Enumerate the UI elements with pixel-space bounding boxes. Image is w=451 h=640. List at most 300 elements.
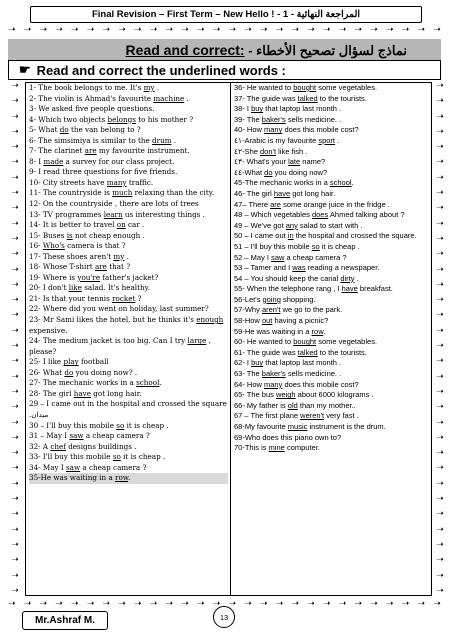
exercise-item (29, 273, 228, 284)
underlined-word: drum (152, 135, 172, 145)
exercise-item (29, 463, 228, 474)
underlined-word: like (68, 283, 82, 293)
exercise-item (234, 401, 429, 412)
underlined-word: made (43, 156, 64, 166)
underlined-word: saw (271, 252, 285, 262)
item-text: 24- The medium jacket is too big. Can I try (29, 336, 188, 346)
arrow-icon: ➝ (417, 24, 426, 35)
arrow-icon: ➝ (149, 24, 158, 35)
item-text-end: . (184, 93, 189, 103)
arrow-icon: ➝ (436, 142, 444, 153)
item-text: 58-How (234, 316, 262, 326)
underlined-word: much (112, 188, 133, 198)
item-text-end: a cheap camera ? (80, 462, 147, 472)
underlined-word: many (264, 125, 283, 135)
item-text-end: having a picnic? (272, 316, 329, 326)
item-text: 49 – We've got (234, 220, 286, 230)
item-text-end: a cheap camera ? (284, 252, 347, 262)
exercise-item (29, 473, 228, 484)
exercise-item (234, 358, 429, 369)
page-header (30, 6, 422, 23)
item-text-end: we go to the park. (280, 305, 343, 315)
exercise-item (234, 295, 429, 306)
arrow-icon: ➝ (338, 598, 347, 609)
arrow-icon: ➝ (23, 598, 32, 609)
arrow-icon: ➝ (436, 386, 444, 397)
item-text: 30 – I'll buy this mobile (29, 420, 117, 430)
exercise-item (234, 83, 429, 94)
item-text-end: does this mobile cost? (282, 125, 359, 135)
item-text: 56-Let's (234, 294, 263, 304)
arrow-icon: ➝ (436, 432, 444, 443)
exercise-item (234, 157, 429, 168)
arrow-icon: ➝ (11, 81, 19, 91)
arrow-icon: ➝ (165, 598, 174, 609)
exercise-item (234, 422, 429, 433)
item-text-end: . (351, 178, 354, 188)
item-text: 64- How (234, 379, 265, 389)
item-text: ٤٢-She (234, 146, 260, 156)
arrow-icon: ➝ (436, 188, 444, 199)
arrow-icon: ➝ (291, 24, 300, 35)
underlined-word: machine (153, 93, 185, 103)
item-text: 57-Why (234, 305, 262, 315)
exercise-item (234, 136, 429, 147)
item-text: ٤١-Arabic is my favourite (234, 135, 319, 145)
exercise-item (234, 125, 429, 136)
underlined-word: do (64, 367, 74, 377)
arrow-icon: ➝ (323, 598, 331, 609)
arrow-icon: ➝ (11, 494, 19, 505)
exercise-item (234, 305, 429, 316)
arrow-icon: ➝ (436, 96, 444, 107)
underlined-word: are (84, 146, 97, 156)
arrow-icon: ➝ (11, 555, 19, 566)
underlined-word: many (106, 177, 127, 187)
item-text-end: shopping. (280, 294, 316, 304)
item-text-end: expensive. (29, 325, 68, 335)
exercise-item (234, 210, 429, 221)
item-text: 18- Whose T-shirt (29, 262, 95, 272)
author-name-box (22, 611, 108, 630)
arrow-icon: ➝ (401, 598, 410, 609)
arrow-icon: ➝ (11, 417, 19, 428)
arrow-icon: ➝ (11, 448, 19, 459)
exercise-item (234, 178, 429, 189)
item-text: 37- The guide was (234, 93, 298, 103)
underlined-word: out (261, 316, 273, 326)
arrow-icon: ➝ (11, 218, 19, 229)
arrow-icon: ➝ (11, 188, 19, 199)
exercise-item (29, 262, 228, 273)
arrow-icon: ➝ (417, 598, 426, 609)
arrow-icon: ➝ (436, 279, 444, 290)
page-number-badge (213, 606, 235, 628)
arrow-icon: ➝ (323, 24, 331, 35)
arrow-icon: ➝ (436, 448, 444, 459)
arrow-icon: ➝ (436, 524, 444, 535)
underlined-word: don't (260, 146, 277, 156)
arrow-icon: ➝ (181, 24, 189, 35)
item-text: 23- Mr Sami likes the hotel, but he thinks it's (29, 315, 197, 325)
item-text-end: it is cheap . (120, 452, 166, 462)
item-text: 40- How (234, 125, 265, 135)
exercise-item (234, 390, 429, 401)
item-text-end: my favourite instrument. (96, 146, 190, 156)
item-text: 35-He was waiting in a (29, 473, 116, 483)
underlined-word: Who's (42, 241, 65, 251)
arrow-icon: ➝ (436, 310, 444, 321)
underlined-word: baker's (261, 114, 286, 124)
item-text: 9- I read three questions for five friends. (29, 167, 178, 177)
arrow-icon: ➝ (102, 24, 111, 35)
exercise-item (234, 284, 429, 295)
arrow-icon: ➝ (307, 598, 315, 609)
item-text-end: father's jacket? (100, 272, 159, 282)
arrow-icon: ➝ (436, 402, 444, 413)
exercise-item (29, 315, 228, 336)
item-text-end: relaxing than the city. (132, 188, 215, 198)
item-text: 61- The guide was (234, 347, 298, 357)
item-text-end: reading a newspaper. (305, 263, 380, 273)
item-text-end: , please? (29, 336, 211, 356)
underlined-word: large (187, 336, 207, 346)
arrow-icon: ➝ (11, 157, 19, 168)
item-text: 31 – May I (29, 431, 70, 441)
arrow-icon: ➝ (11, 310, 19, 321)
arrow-icon: ➝ (436, 295, 444, 306)
page-number: 13 (219, 612, 229, 622)
item-text-end: breakfast. (357, 284, 393, 294)
header-text: Final Revision – First Term – New Hello ! - 1 - المراجعة النهائية (91, 9, 361, 20)
item-text-end: name? (300, 157, 326, 167)
underlined-word: baker's (261, 369, 286, 379)
arrow-icon: ➝ (260, 598, 268, 609)
exercise-item (234, 94, 429, 105)
arrow-icon: ➝ (436, 157, 444, 168)
arrow-icon: ➝ (39, 24, 48, 35)
underlined-word: my (143, 83, 155, 92)
exercise-item (234, 411, 429, 422)
exercise-item (29, 188, 228, 199)
item-text: 62- I (234, 358, 252, 368)
item-text-end: some vegetables. (316, 83, 378, 92)
item-text: 8- I (29, 156, 44, 166)
underlined-word: you're (77, 272, 101, 282)
item-text-end: traffic. (126, 177, 154, 187)
item-text-end: got long hair. (290, 188, 336, 198)
item-text-end: sells medicine. . (285, 369, 342, 379)
item-text: 13- TV programmes (29, 209, 104, 219)
arrow-icon: ➝ (11, 142, 19, 153)
banner-title-en: Read and correct: (125, 41, 245, 58)
arrow-icon: ➝ (212, 598, 221, 609)
arrow-icon: ➝ (354, 24, 363, 35)
arrow-icon: ➝ (11, 264, 19, 275)
exercise-item (234, 221, 429, 232)
arrow-icon: ➝ (436, 539, 444, 550)
arrow-icon: ➝ (436, 172, 444, 183)
arrow-icon: ➝ (11, 463, 19, 474)
exercise-item (29, 231, 228, 242)
item-text-end: some orange juice in the fridge . (280, 199, 390, 209)
item-text: 17- These shoes aren't (29, 251, 114, 261)
arrow-icon: ➝ (11, 295, 19, 306)
item-text: 11- The countryside is (29, 188, 113, 198)
arrow-icon: ➝ (291, 598, 300, 609)
arrow-icon: ➝ (11, 233, 19, 244)
underlined-word: going (262, 294, 281, 304)
item-text-end: salad. It's healthy. (81, 283, 150, 293)
top-arrow-border (8, 25, 441, 35)
arrow-icon: ➝ (11, 509, 19, 520)
item-text: 36- He wanted to (234, 83, 294, 92)
underlined-word: talked (297, 93, 318, 103)
arrow-icon: ➝ (23, 24, 32, 35)
item-text: 66- My father is (234, 400, 288, 410)
arrow-icon: ➝ (118, 598, 126, 609)
arrow-icon: ➝ (386, 598, 394, 609)
arrow-icon: ➝ (436, 264, 444, 275)
right-column (231, 83, 431, 595)
underlined-word: late (288, 157, 301, 167)
arrow-icon: ➝ (11, 539, 19, 550)
arrow-icon: ➝ (197, 24, 205, 35)
underlined-word: row (311, 326, 324, 336)
arrow-icon: ➝ (71, 598, 79, 609)
item-text: 39- The (234, 114, 262, 124)
arrow-icon: ➝ (212, 24, 221, 35)
item-text-end: . (323, 326, 326, 336)
exercise-item (29, 199, 228, 210)
pointing-hand-icon: ☛ (19, 62, 31, 77)
arrow-icon: ➝ (11, 126, 19, 137)
arrow-icon: ➝ (260, 24, 268, 35)
exercise-item (29, 357, 228, 368)
arrow-icon: ➝ (436, 233, 444, 244)
arrow-icon: ➝ (181, 598, 189, 609)
arrow-icon: ➝ (118, 24, 126, 35)
arrow-icon: ➝ (228, 24, 237, 35)
underlined-word: school (136, 378, 160, 388)
underlined-word: is (66, 230, 73, 240)
item-text: 6- The simsimiya is similar to the (29, 135, 153, 145)
exercise-item (29, 178, 228, 189)
item-text-end: like fish . (276, 146, 308, 156)
arrow-icon: ➝ (436, 494, 444, 505)
item-text: 63- The (234, 369, 262, 379)
item-text-end: you doing now? (272, 167, 328, 177)
arrow-icon: ➝ (338, 24, 347, 35)
item-text-end: you doing now? . (73, 367, 138, 377)
underlined-word: so (112, 452, 121, 462)
exercise-item (234, 147, 429, 158)
arrow-icon: ➝ (370, 598, 378, 609)
item-text: 67 – The first plane (234, 411, 301, 421)
arrow-icon: ➝ (11, 341, 19, 352)
item-text-end: a survey for our class project. (63, 156, 175, 166)
underlined-word: have (73, 388, 91, 398)
item-text: 29 – I came out in the hospital and crossed the square . (29, 399, 227, 419)
exercise-item (29, 431, 228, 442)
arrow-icon: ➝ (436, 356, 444, 367)
exercise-item (234, 443, 429, 454)
arrow-icon: ➝ (307, 24, 315, 35)
item-text-end: . (159, 378, 162, 388)
underlined-word: buy (251, 358, 264, 368)
arrow-icon: ➝ (11, 478, 19, 489)
item-text: 1- The book belongs to me. It's (29, 83, 144, 92)
item-text: 19- Where is (29, 272, 78, 282)
banner-title (126, 42, 407, 59)
arrow-icon: ➝ (436, 249, 444, 260)
item-text: 16- (29, 241, 43, 251)
underlined-word: many (264, 379, 283, 389)
underlined-word: buy (251, 104, 264, 114)
instructions-text: Read and correct the underlined words : (36, 62, 286, 78)
exercise-item (29, 94, 228, 105)
item-text: 51 – I'll buy this mobile (234, 241, 312, 251)
author-name: Mr.Ashraf M. (34, 615, 95, 626)
item-text: 55- When the telephone rang , I (234, 284, 342, 294)
banner-title-ar: - نماذج لسؤال تصحيح الأخطاء (244, 42, 407, 58)
arrow-icon: ➝ (354, 598, 363, 609)
underlined-word: are (270, 199, 281, 209)
item-text-end: designs buildings . (65, 441, 137, 451)
arrow-icon: ➝ (11, 325, 19, 336)
underlined-word: learn (103, 209, 123, 219)
arrow-icon: ➝ (436, 417, 444, 428)
exercise-item (234, 348, 429, 359)
underlined-word: sport (318, 135, 336, 145)
arrow-icon: ➝ (11, 203, 19, 214)
arrow-icon: ➝ (275, 598, 284, 609)
underlined-word: mine (268, 443, 285, 453)
arrow-icon: ➝ (436, 478, 444, 489)
arrow-icon: ➝ (11, 570, 19, 581)
arrow-icon: ➝ (11, 371, 19, 382)
arrow-icon: ➝ (11, 111, 19, 122)
underlined-word: have (341, 284, 358, 294)
exercise-item (29, 378, 228, 389)
underlined-word: so (116, 420, 125, 430)
item-text: 3- We asked five people questions. (29, 104, 155, 114)
exercise-item (29, 389, 228, 400)
arrow-icon: ➝ (11, 585, 19, 596)
underlined-word: weren't (300, 411, 325, 421)
arrow-icon: ➝ (11, 172, 19, 183)
exercise-item (234, 337, 429, 348)
item-text-end: that laptop last month . (263, 104, 342, 114)
right-arrow-border (433, 82, 447, 596)
underlined-word: are (94, 262, 107, 272)
item-text-end: about 6000 kilograms . (295, 390, 374, 400)
item-text-end: sells medicine. . (285, 114, 342, 124)
arrow-icon: ➝ (165, 24, 174, 35)
exercise-item (234, 104, 429, 115)
item-text: 38- I (234, 104, 252, 114)
underlined-word: chef (50, 441, 66, 451)
exercise-item (234, 189, 429, 200)
arrow-icon: ➝ (55, 598, 63, 609)
exercise-item (29, 83, 228, 94)
item-text: 21- Is that your tennis (29, 293, 113, 303)
item-text: 65- The bus (234, 390, 276, 400)
exercise-item (29, 220, 228, 231)
exercise-item (234, 274, 429, 285)
item-text-end: it is cheap . (124, 420, 169, 430)
item-text: 47– There (234, 199, 271, 209)
item-text: 46- The girl (234, 188, 274, 198)
arrow-icon: ➝ (11, 279, 19, 290)
item-text-end: it is cheap . (319, 241, 360, 251)
item-text: 48 – Which vegetables (234, 210, 312, 220)
item-text: 33- I'll buy this mobile (29, 452, 113, 462)
item-text: 45-The mechanic works in a (234, 178, 330, 188)
item-text: 26- What (29, 367, 65, 377)
underlined-word: row (115, 473, 129, 483)
arrow-icon: ➝ (436, 111, 444, 122)
underlined-word: do (264, 167, 273, 177)
exercise-item (29, 241, 228, 252)
item-text-end: that ? (106, 262, 131, 272)
item-text-end: . (335, 135, 340, 145)
item-text-end: salad to start with . (297, 220, 363, 230)
item-text-end: very fast . (324, 411, 359, 421)
item-text: ٤٤-What (234, 167, 265, 177)
arrow-icon: ➝ (436, 203, 444, 214)
item-text-end: camera is that ? (64, 241, 126, 251)
item-text-end: to the tourists. (317, 347, 367, 357)
arrow-icon: ➝ (436, 570, 444, 581)
item-text: 53 – Tamer and I (234, 263, 293, 273)
arrow-icon: ➝ (370, 24, 378, 35)
item-text: 7- The clarinet (29, 146, 85, 156)
arrow-icon: ➝ (11, 356, 19, 367)
left-arrow-border (8, 82, 22, 596)
item-text: 22- Where did you went on holiday, last summer? (29, 304, 209, 314)
underlined-word: music (287, 422, 308, 431)
exercise-item (29, 136, 228, 147)
arrow-icon: ➝ (11, 402, 19, 413)
item-text: 60- He wanted to (234, 337, 294, 347)
item-text-end: does this mobile cost? (282, 379, 359, 389)
left-column (26, 83, 231, 595)
item-text-end: ميدان (31, 409, 49, 419)
item-text-end: the van belong to ? (68, 125, 141, 135)
exercise-item (234, 115, 429, 126)
underlined-word: dirty (340, 273, 355, 283)
item-text: 14- It is better to travel (29, 220, 117, 230)
item-text: 68-My favourite (234, 422, 288, 431)
arrow-icon: ➝ (433, 24, 441, 35)
exercise-item (29, 146, 228, 157)
arrow-icon: ➝ (86, 598, 95, 609)
item-text-end: computer. (284, 443, 320, 453)
item-text-end: ? (135, 293, 142, 303)
arrow-icon: ➝ (436, 509, 444, 520)
exercise-item (234, 380, 429, 391)
underlined-word: aren't (261, 305, 281, 315)
arrow-icon: ➝ (134, 24, 142, 35)
item-text: 2- The violin is Ahmad's favourite (29, 93, 154, 103)
item-text: 27- The mechanic works in a (29, 378, 137, 388)
underlined-word: belongs (107, 114, 136, 124)
item-text: 54 – You should keep the canal (234, 273, 341, 283)
exercise-item (234, 168, 429, 179)
arrow-icon: ➝ (436, 341, 444, 352)
arrow-icon: ➝ (244, 24, 252, 35)
